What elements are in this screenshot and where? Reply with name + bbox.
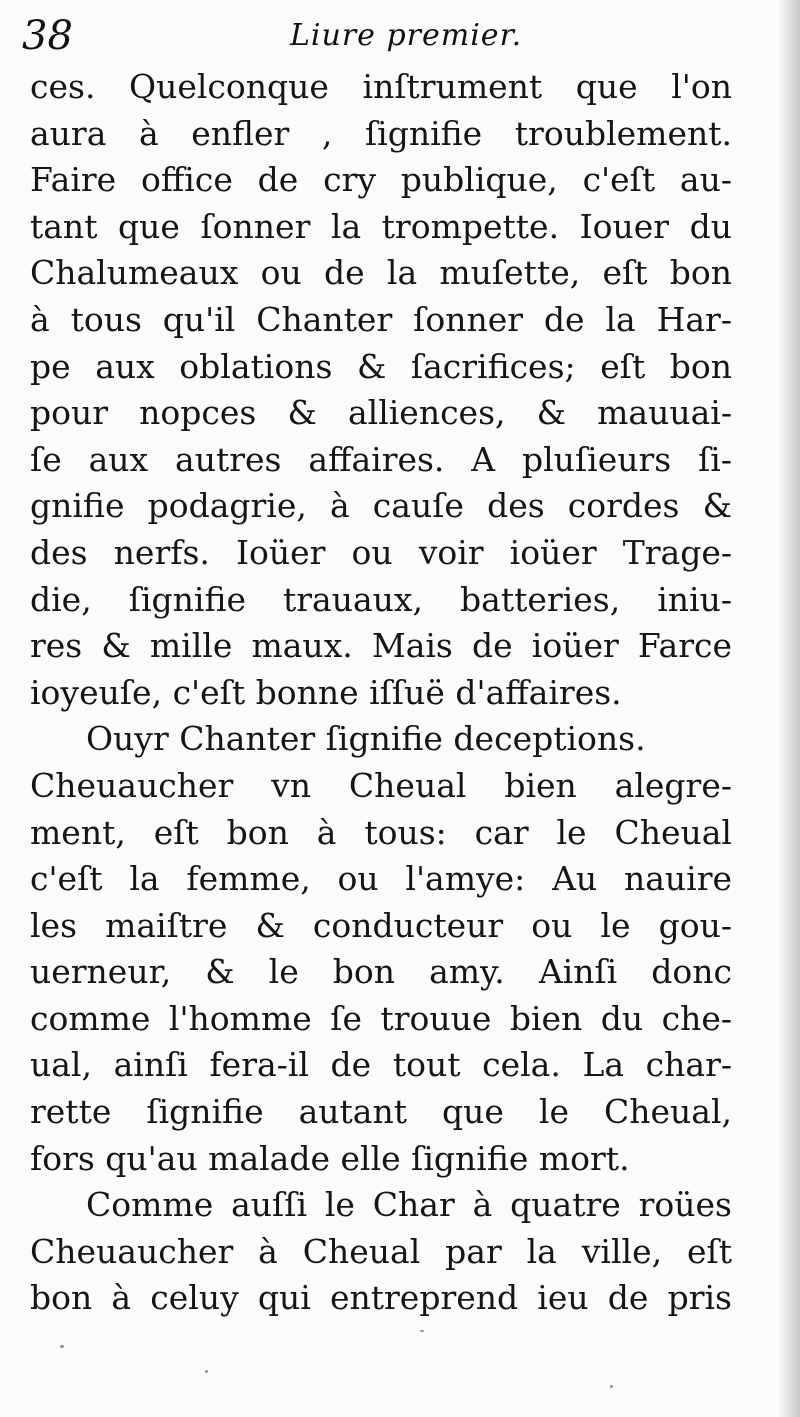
ink-speck [205,1370,208,1373]
text-line: pour nopces & alliences, & mauuai- [30,393,732,433]
text-line: fors qu'au malade elle ſignifie mort. [30,1138,630,1178]
ink-speck [60,1345,64,1348]
text-line: Cheuaucher vn Cheual bien alegre- [30,765,732,805]
text-line: des nerfs. Ioüer ou voir ioüer Trage- [30,532,732,572]
text-line: uerneur, & le bon amy. Ainſi donc [30,952,732,992]
text-line: ual, ainſi fera-il de tout cela. La char- [30,1045,732,1085]
page-number: 38 [22,13,73,59]
text-line: gnifie podagrie, à cauſe des cordes & [30,486,732,526]
text-line: ſe aux autres affaires. A pluſieurs ſi- [30,439,732,479]
text-line: les maiſtre & conducteur ou le gou- [30,905,732,945]
text-line: die, ſignifie trauaux, batteries, iniu- [30,579,732,619]
text-line: Comme auſſi le Char à quatre roües [86,1185,732,1225]
page-edge-shadow [778,0,800,1417]
page-header [22,10,722,62]
text-line: ment, eſt bon à tous: car le Cheual [30,812,732,852]
text-line: c'eſt la femme, ou l'amye: Au nauire [30,859,732,899]
body-text [30,64,732,1322]
text-line: comme l'homme ſe trouue bien du che- [30,998,732,1038]
text-line: tant que ſonner la trompette. Iouer du [30,206,732,246]
text-line: Chalumeaux ou de la muſette, eſt bon [30,253,732,293]
running-head: Liure premier. [290,18,523,53]
text-line: Cheuaucher à Cheual par la ville, eſt [30,1231,732,1271]
text-line: ioyeuſe, c'eſt bonne iſſuë d'affaires. [30,672,622,712]
text-line: Ouyr Chanter ſignifie deceptions. [86,719,646,759]
text-line: aura à enfler , ſignifie troublement. [30,113,732,153]
ink-speck [610,1385,613,1388]
text-line: pe aux oblations & ſacrifices; eſt bon [30,346,732,386]
text-line: Faire office de cry publique, c'eſt au- [30,160,732,200]
text-line: bon à celuy qui entreprend ieu de pris [30,1278,732,1318]
text-line: res & mille maux. Mais de ioüer Farce [30,626,732,666]
ink-speck [420,1330,424,1332]
text-line: rette ſignifie autant que le Cheual, [30,1092,732,1132]
text-line: à tous qu'il Chanter ſonner de la Har- [30,299,732,339]
text-line: ces. Quelconque inſtrument que l'on [30,67,732,106]
